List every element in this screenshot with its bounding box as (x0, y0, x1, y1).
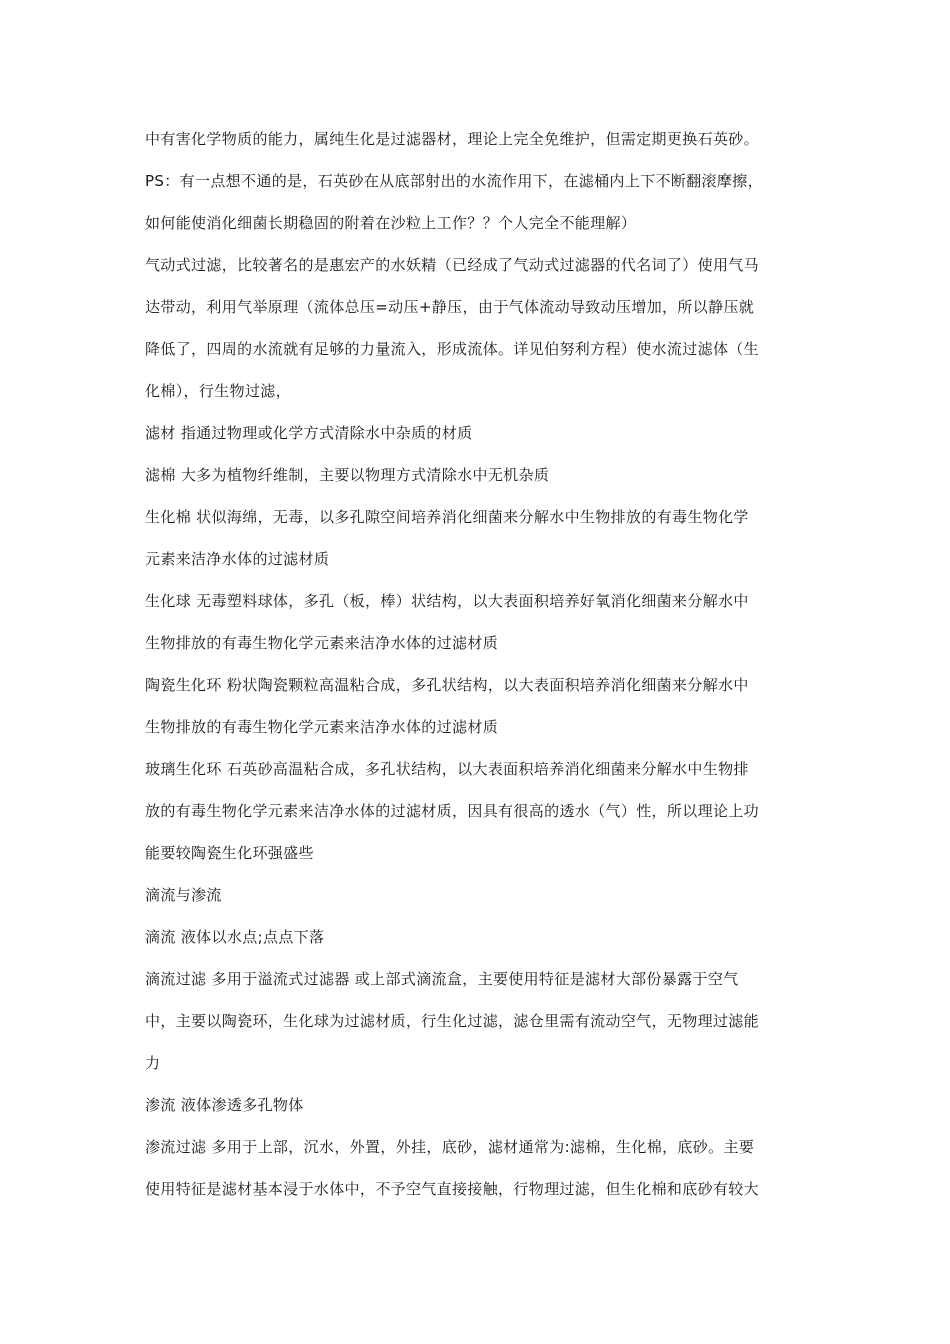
text-line: 滴流过滤 多用于溢流式过滤器 或上部式滴流盒，主要使用特征是滤材大部份暴露于空气 (145, 970, 739, 988)
text-line: 滤棉 大多为植物纤维制，主要以物理方式清除水中无机杂质 (145, 466, 550, 484)
text-line: 能要较陶瓷生化环强盛些 (145, 844, 314, 862)
text-line: 生物排放的有毒生物化学元素来洁净水体的过滤材质 (145, 634, 499, 652)
text-line: 中有害化学物质的能力，属纯生化是过滤器材，理论上完全免维护，但需定期更换石英砂。 (145, 130, 760, 148)
text-line: 滤材 指通过物理或化学方式清除水中杂质的材质 (145, 424, 473, 442)
text-line: 渗流 液体渗透多孔物体 (145, 1096, 304, 1114)
text-line: 中，主要以陶瓷环，生化球为过滤材质，行生化过滤，滤仓里需有流动空气，无物理过滤能 (145, 1012, 760, 1030)
text-line: 生化球 无毒塑料球体，多孔（板，棒）状结构，以大表面积培养好氧消化细菌来分解水中 (145, 592, 749, 610)
text-line: PS：有一点想不通的是，石英砂在从底部射出的水流作用下，在滤桶内上下不断翻滚摩擦， (145, 172, 763, 190)
text-line: 化棉），行生物过滤， (145, 382, 292, 400)
text-line: 力 (145, 1054, 161, 1072)
text-line: 放的有毒生物化学元素来洁净水体的过滤材质，因具有很高的透水（气）性，所以理论上功 (145, 802, 760, 820)
text-line: 生物排放的有毒生物化学元素来洁净水体的过滤材质 (145, 718, 499, 736)
text-line: 气动式过滤，比较著名的是惠宏产的水妖精（已经成了气动式过滤器的代名词了）使用气马 (145, 256, 760, 274)
text-line: 如何能使消化细菌长期稳固的附着在沙粒上工作？？个人完全不能理解） (145, 214, 637, 232)
document-body (145, 118, 815, 1210)
text-line: 降低了，四周的水流就有足够的力量流入，形成流体。详见伯努利方程）使水流过滤体（生 (145, 340, 760, 358)
text-line: 使用特征是滤材基本浸于水体中，不予空气直接接触，行物理过滤，但生化棉和底砂有较大 (145, 1180, 760, 1198)
text-line: 达带动，利用气举原理（流体总压=动压+静压，由于气体流动导致动压增加，所以静压就 (145, 298, 755, 316)
text-line: 渗流过滤 多用于上部，沉水，外置，外挂，底砂，滤材通常为:滤棉，生化棉，底砂。主要 (145, 1138, 755, 1156)
text-line: 陶瓷生化环 粉状陶瓷颗粒高温粘合成，多孔状结构，以大表面积培养消化细菌来分解水中 (145, 676, 749, 694)
text-line: 玻璃生化环 石英砂高温粘合成，多孔状结构，以大表面积培养消化细菌来分解水中生物排 (145, 760, 749, 778)
text-line: 滴流 液体以水点;点点下落 (145, 928, 325, 946)
section-heading: 滴流与渗流 (145, 886, 222, 904)
text-line: 生化棉 状似海绵，无毒，以多孔隙空间培养消化细菌来分解水中生物排放的有毒生物化学 (145, 508, 749, 526)
text-line: 元素来洁净水体的过滤材质 (145, 550, 330, 568)
